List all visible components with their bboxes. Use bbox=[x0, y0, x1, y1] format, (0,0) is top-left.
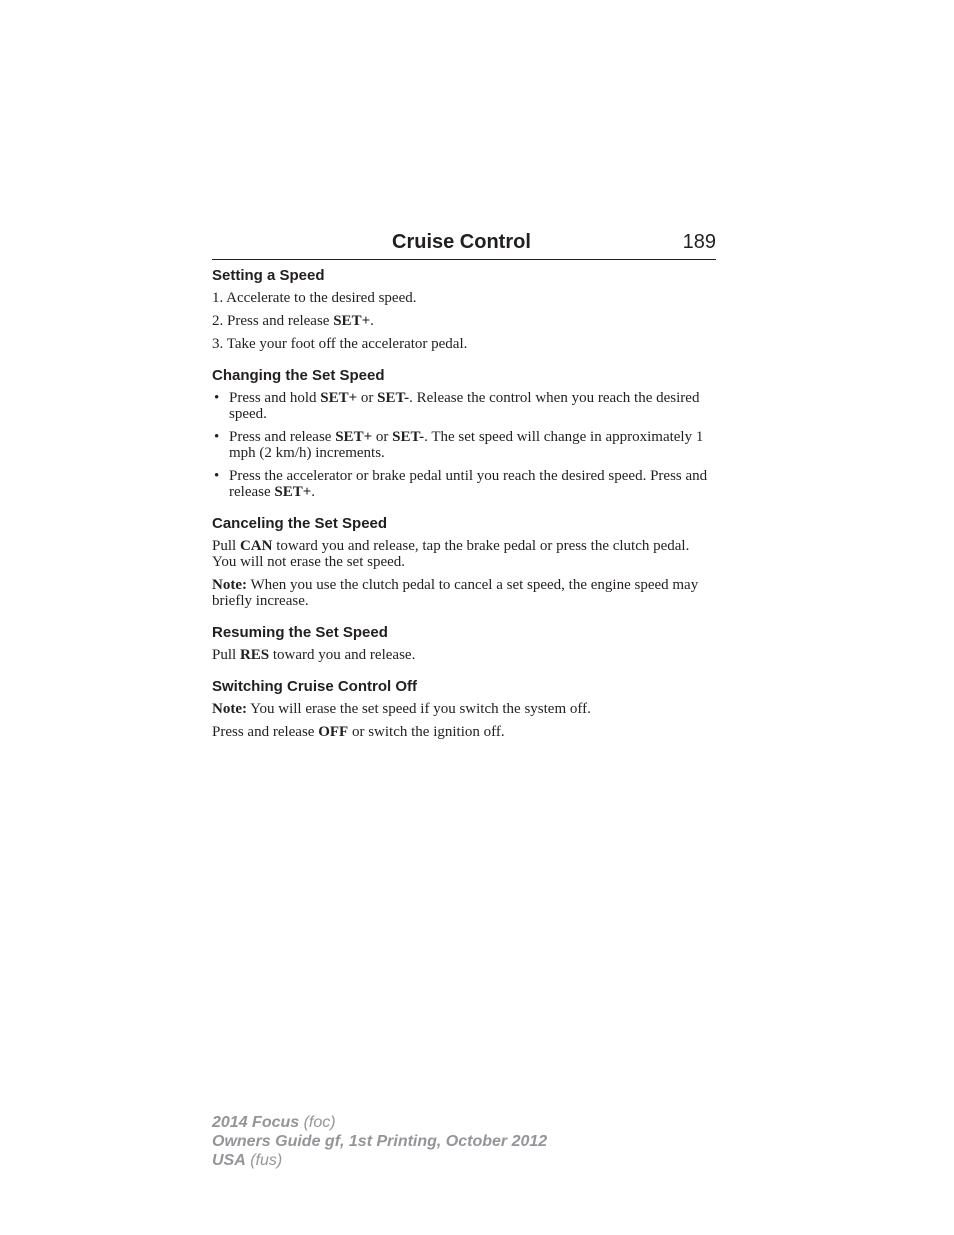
bullet-icon: • bbox=[214, 429, 220, 445]
list-item: 1. Accelerate to the desired speed. bbox=[212, 290, 417, 306]
note-paragraph: Note: You will erase the set speed if you switch the system off. bbox=[212, 701, 591, 717]
bullet-icon: • bbox=[214, 390, 220, 406]
section-resuming-the-set-speed bbox=[212, 623, 716, 663]
section-heading: Changing the Set Speed bbox=[212, 367, 385, 384]
note-paragraph: Note: When you use the clutch pedal to cancel a set speed, the engine speed may briefly increase. bbox=[212, 577, 699, 609]
section-heading: Resuming the Set Speed bbox=[212, 624, 388, 641]
bullet-list bbox=[212, 390, 716, 500]
section-canceling-the-set-speed bbox=[212, 514, 716, 609]
paragraph: Pull CAN toward you and release, tap the brake pedal or press the clutch pedal. You will not erase the set speed. bbox=[212, 538, 690, 570]
bullet-icon: • bbox=[214, 468, 220, 484]
footer-line-region: USA (fus) bbox=[212, 1152, 283, 1169]
list-item: • Press and release SET+ or SET-. The set speed will change in approximately 1 mph (2 km/h) increments. bbox=[214, 429, 704, 461]
list-item: • Press the accelerator or brake pedal until you reach the desired speed. Press and release SET+. bbox=[214, 468, 708, 500]
list-item: 2. Press and release SET+. bbox=[212, 313, 374, 329]
footer-line-edition: Owners Guide gf, 1st Printing, October 2012 bbox=[212, 1133, 548, 1150]
section-setting-a-speed bbox=[212, 266, 716, 352]
page-content bbox=[212, 266, 716, 754]
section-switching-cruise-control-off bbox=[212, 677, 716, 740]
section-heading: Canceling the Set Speed bbox=[212, 515, 388, 532]
page-footer bbox=[212, 1113, 547, 1170]
ordered-list bbox=[212, 290, 716, 352]
paragraph: Press and release OFF or switch the ignition off. bbox=[212, 724, 505, 740]
section-heading: Switching Cruise Control Off bbox=[212, 678, 417, 695]
chapter-title: Cruise Control bbox=[392, 231, 531, 253]
section-heading: Setting a Speed bbox=[212, 267, 325, 284]
paragraph: Pull RES toward you and release. bbox=[212, 647, 416, 663]
page-number: 189 bbox=[682, 231, 716, 253]
section-changing-the-set-speed bbox=[212, 366, 716, 500]
footer-line-model: 2014 Focus (foc) bbox=[212, 1114, 336, 1131]
list-item: • Press and hold SET+ or SET-. Release the control when you reach the desired speed. bbox=[214, 390, 700, 422]
page-header bbox=[212, 229, 716, 260]
list-item: 3. Take your foot off the accelerator pedal. bbox=[212, 336, 468, 352]
